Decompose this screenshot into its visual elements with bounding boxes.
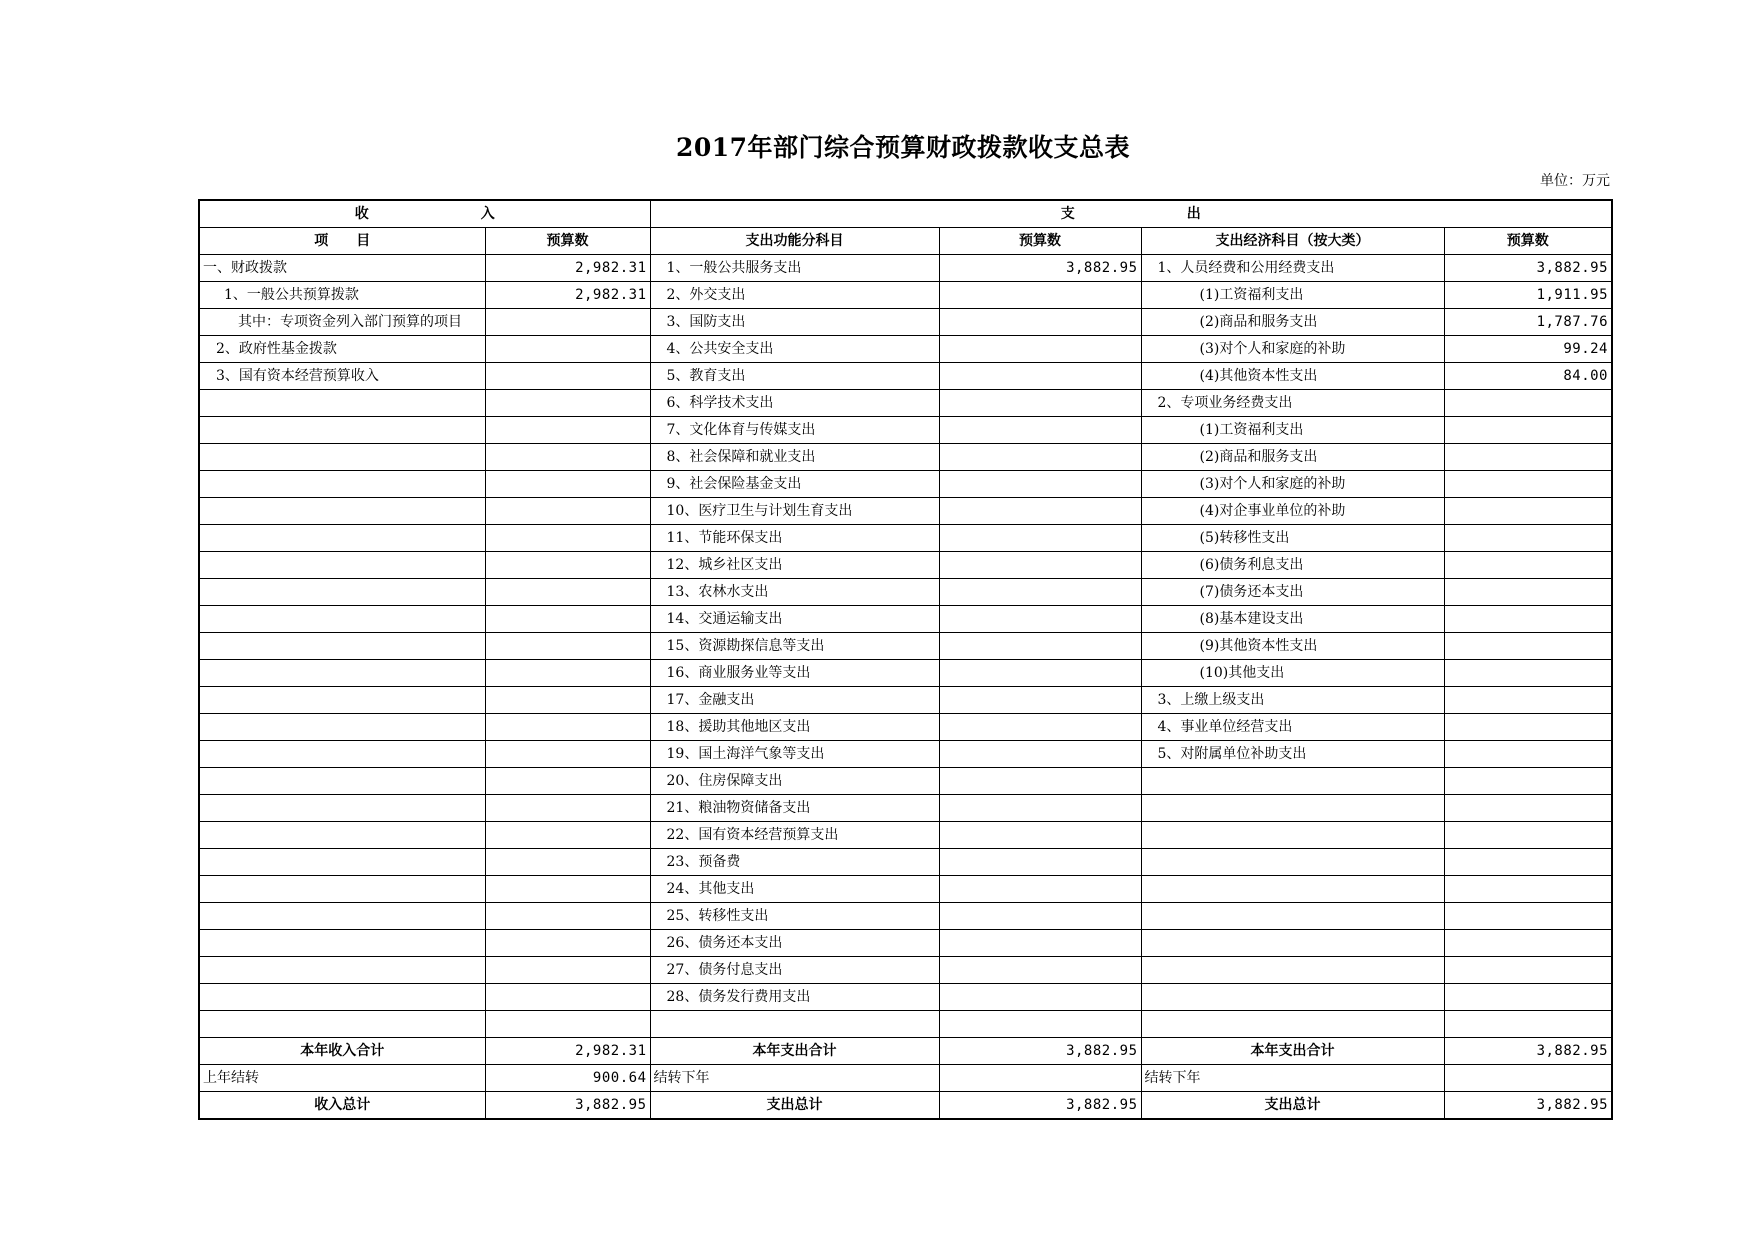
income-value-cell bbox=[485, 741, 650, 768]
table-row bbox=[199, 768, 1612, 795]
budget-table bbox=[198, 199, 1613, 1120]
econ-subject-cell bbox=[1141, 849, 1444, 876]
unit-label: 单位：万元 bbox=[1540, 173, 1610, 189]
func-value-cell bbox=[939, 768, 1141, 795]
income-value-cell bbox=[485, 822, 650, 849]
carry-in-label: 上年结转 bbox=[199, 1065, 485, 1092]
econ-subject-cell bbox=[1141, 1011, 1444, 1038]
econ-subject-cell: (10)其他支出 bbox=[1141, 660, 1444, 687]
income-item-cell bbox=[199, 471, 485, 498]
func-value-cell bbox=[939, 633, 1141, 660]
func-value-cell bbox=[939, 471, 1141, 498]
header-row-2 bbox=[199, 228, 1612, 255]
econ-subject-cell: (5)转移性支出 bbox=[1141, 525, 1444, 552]
header-row-1 bbox=[199, 200, 1612, 228]
income-value-cell bbox=[485, 633, 650, 660]
table-row bbox=[199, 687, 1612, 714]
income-item-cell bbox=[199, 606, 485, 633]
econ-value-cell bbox=[1444, 444, 1612, 471]
func-subject-cell: 24、其他支出 bbox=[650, 876, 939, 903]
econ-value-cell bbox=[1444, 795, 1612, 822]
income-total-value: 2,982.31 bbox=[485, 1038, 650, 1065]
func-value-cell bbox=[939, 822, 1141, 849]
income-value-cell bbox=[485, 417, 650, 444]
func-value-cell bbox=[939, 390, 1141, 417]
income-value-cell bbox=[485, 471, 650, 498]
func-subject-cell bbox=[650, 1011, 939, 1038]
income-value-cell bbox=[485, 552, 650, 579]
func-subject-cell: 8、社会保障和就业支出 bbox=[650, 444, 939, 471]
grand-expense-value-func: 3,882.95 bbox=[939, 1092, 1141, 1120]
func-value-cell bbox=[939, 741, 1141, 768]
econ-budget-header: 预算数 bbox=[1444, 228, 1612, 255]
table-row bbox=[199, 876, 1612, 903]
expense-total-label-func: 本年支出合计 bbox=[650, 1038, 939, 1065]
income-item-cell bbox=[199, 741, 485, 768]
econ-value-cell bbox=[1444, 606, 1612, 633]
econ-value-cell bbox=[1444, 984, 1612, 1011]
func-value-cell bbox=[939, 606, 1141, 633]
carry-out-label-econ: 结转下年 bbox=[1141, 1065, 1444, 1092]
income-item-cell bbox=[199, 930, 485, 957]
func-value-cell bbox=[939, 660, 1141, 687]
table-row bbox=[199, 930, 1612, 957]
econ-subject-cell: (6)债务利息支出 bbox=[1141, 552, 1444, 579]
table-row bbox=[199, 498, 1612, 525]
econ-subject-cell bbox=[1141, 822, 1444, 849]
income-value-cell bbox=[485, 930, 650, 957]
page-title: 2017年部门综合预算财政拨款收支总表 bbox=[675, 133, 1131, 162]
func-subject-cell: 1、一般公共服务支出 bbox=[650, 255, 939, 282]
econ-subject-cell: 3、上缴上级支出 bbox=[1141, 687, 1444, 714]
table-row bbox=[199, 633, 1612, 660]
func-value-cell bbox=[939, 1011, 1141, 1038]
income-item-cell bbox=[199, 795, 485, 822]
func-value-cell bbox=[939, 984, 1141, 1011]
year-total-row bbox=[199, 1038, 1612, 1065]
econ-value-cell: 99.24 bbox=[1444, 336, 1612, 363]
econ-value-cell bbox=[1444, 930, 1612, 957]
income-value-cell bbox=[485, 498, 650, 525]
econ-subject-cell bbox=[1141, 876, 1444, 903]
income-item-cell bbox=[199, 579, 485, 606]
func-value-cell bbox=[939, 309, 1141, 336]
income-item-cell bbox=[199, 984, 485, 1011]
func-subject-cell: 15、资源勘探信息等支出 bbox=[650, 633, 939, 660]
func-value-cell bbox=[939, 282, 1141, 309]
grand-income-value: 3,882.95 bbox=[485, 1092, 650, 1120]
carry-out-value-func bbox=[939, 1065, 1141, 1092]
income-item-cell bbox=[199, 633, 485, 660]
expense-total-label-econ: 本年支出合计 bbox=[1141, 1038, 1444, 1065]
income-item-cell bbox=[199, 552, 485, 579]
grand-expense-value-econ: 3,882.95 bbox=[1444, 1092, 1612, 1120]
econ-subject-cell: (1)工资福利支出 bbox=[1141, 417, 1444, 444]
income-value-cell bbox=[485, 363, 650, 390]
table-row bbox=[199, 741, 1612, 768]
func-value-cell bbox=[939, 444, 1141, 471]
table-row bbox=[199, 849, 1612, 876]
income-item-cell: 一、财政拨款 bbox=[199, 255, 485, 282]
func-subject-cell: 6、科学技术支出 bbox=[650, 390, 939, 417]
func-subject-cell: 17、金融支出 bbox=[650, 687, 939, 714]
func-value-cell bbox=[939, 930, 1141, 957]
income-value-cell bbox=[485, 444, 650, 471]
table-row bbox=[199, 957, 1612, 984]
func-subject-cell: 19、国土海洋气象等支出 bbox=[650, 741, 939, 768]
func-value-cell bbox=[939, 687, 1141, 714]
func-value-cell bbox=[939, 714, 1141, 741]
econ-value-cell: 1,787.76 bbox=[1444, 309, 1612, 336]
func-budget-header: 预算数 bbox=[939, 228, 1141, 255]
table-row bbox=[199, 417, 1612, 444]
func-value-cell bbox=[939, 903, 1141, 930]
income-value-cell bbox=[485, 849, 650, 876]
income-item-cell bbox=[199, 822, 485, 849]
func-value-cell bbox=[939, 336, 1141, 363]
table-row bbox=[199, 714, 1612, 741]
econ-subject-cell: (4)其他资本性支出 bbox=[1141, 363, 1444, 390]
func-subject-header: 支出功能分科目 bbox=[650, 228, 939, 255]
income-item-cell bbox=[199, 525, 485, 552]
func-subject-cell: 16、商业服务业等支出 bbox=[650, 660, 939, 687]
func-value-cell bbox=[939, 795, 1141, 822]
income-value-cell bbox=[485, 687, 650, 714]
func-value-cell bbox=[939, 876, 1141, 903]
func-subject-cell: 7、文化体育与传媒支出 bbox=[650, 417, 939, 444]
table-row bbox=[199, 822, 1612, 849]
func-subject-cell: 21、粮油物资储备支出 bbox=[650, 795, 939, 822]
table-row bbox=[199, 390, 1612, 417]
func-subject-cell: 13、农林水支出 bbox=[650, 579, 939, 606]
table-row bbox=[199, 984, 1612, 1011]
econ-value-cell bbox=[1444, 552, 1612, 579]
income-value-cell: 2,982.31 bbox=[485, 282, 650, 309]
econ-value-cell bbox=[1444, 768, 1612, 795]
income-value-cell bbox=[485, 525, 650, 552]
func-subject-cell: 5、教育支出 bbox=[650, 363, 939, 390]
func-subject-cell: 14、交通运输支出 bbox=[650, 606, 939, 633]
income-value-cell bbox=[485, 579, 650, 606]
income-item-cell: 1、一般公共预算拨款 bbox=[199, 282, 485, 309]
econ-value-cell: 84.00 bbox=[1444, 363, 1612, 390]
func-value-cell bbox=[939, 417, 1141, 444]
income-item-cell bbox=[199, 1011, 485, 1038]
income-item-cell bbox=[199, 390, 485, 417]
table-row bbox=[199, 606, 1612, 633]
income-item-cell bbox=[199, 417, 485, 444]
econ-value-cell bbox=[1444, 525, 1612, 552]
table-row bbox=[199, 795, 1612, 822]
income-value-cell bbox=[485, 876, 650, 903]
econ-subject-cell: (9)其他资本性支出 bbox=[1141, 633, 1444, 660]
econ-subject-cell bbox=[1141, 984, 1444, 1011]
table-row bbox=[199, 660, 1612, 687]
expense-total-value-econ: 3,882.95 bbox=[1444, 1038, 1612, 1065]
econ-subject-cell: (2)商品和服务支出 bbox=[1141, 309, 1444, 336]
econ-value-cell bbox=[1444, 876, 1612, 903]
func-subject-cell: 12、城乡社区支出 bbox=[650, 552, 939, 579]
income-item-cell bbox=[199, 714, 485, 741]
func-subject-cell: 28、债务发行费用支出 bbox=[650, 984, 939, 1011]
func-subject-cell: 11、节能环保支出 bbox=[650, 525, 939, 552]
income-value-cell bbox=[485, 714, 650, 741]
table-row bbox=[199, 903, 1612, 930]
econ-value-cell bbox=[1444, 714, 1612, 741]
income-value-cell bbox=[485, 903, 650, 930]
econ-value-cell bbox=[1444, 660, 1612, 687]
income-item-cell bbox=[199, 768, 485, 795]
income-value-cell bbox=[485, 795, 650, 822]
func-subject-cell: 3、国防支出 bbox=[650, 309, 939, 336]
table-row bbox=[199, 282, 1612, 309]
carry-out-value-econ bbox=[1444, 1065, 1612, 1092]
econ-subject-cell bbox=[1141, 768, 1444, 795]
income-total-label: 本年收入合计 bbox=[199, 1038, 485, 1065]
func-subject-cell: 18、援助其他地区支出 bbox=[650, 714, 939, 741]
grand-total-row bbox=[199, 1092, 1612, 1120]
econ-value-cell bbox=[1444, 579, 1612, 606]
income-value-cell bbox=[485, 336, 650, 363]
table-row bbox=[199, 525, 1612, 552]
income-item-cell: 2、政府性基金拨款 bbox=[199, 336, 485, 363]
func-value-cell bbox=[939, 552, 1141, 579]
income-header: 收 入 bbox=[199, 200, 650, 228]
table-row bbox=[199, 309, 1612, 336]
func-subject-cell: 22、国有资本经营预算支出 bbox=[650, 822, 939, 849]
func-subject-cell: 26、债务还本支出 bbox=[650, 930, 939, 957]
econ-subject-cell: 1、人员经费和公用经费支出 bbox=[1141, 255, 1444, 282]
expense-total-value-func: 3,882.95 bbox=[939, 1038, 1141, 1065]
income-value-cell bbox=[485, 660, 650, 687]
econ-subject-cell: (2)商品和服务支出 bbox=[1141, 444, 1444, 471]
income-budget-header: 预算数 bbox=[485, 228, 650, 255]
econ-value-cell bbox=[1444, 417, 1612, 444]
table-row bbox=[199, 363, 1612, 390]
econ-subject-cell: 2、专项业务经费支出 bbox=[1141, 390, 1444, 417]
carry-in-value: 900.64 bbox=[485, 1065, 650, 1092]
func-value-cell bbox=[939, 498, 1141, 525]
econ-subject-cell: 5、对附属单位补助支出 bbox=[1141, 741, 1444, 768]
econ-subject-cell: (7)债务还本支出 bbox=[1141, 579, 1444, 606]
func-value-cell bbox=[939, 957, 1141, 984]
income-value-cell bbox=[485, 957, 650, 984]
econ-value-cell bbox=[1444, 471, 1612, 498]
table-row bbox=[199, 471, 1612, 498]
func-subject-cell: 10、医疗卫生与计划生育支出 bbox=[650, 498, 939, 525]
income-item-cell bbox=[199, 849, 485, 876]
table-row bbox=[199, 336, 1612, 363]
econ-value-cell bbox=[1444, 903, 1612, 930]
func-value-cell bbox=[939, 579, 1141, 606]
table-row bbox=[199, 579, 1612, 606]
econ-value-cell: 3,882.95 bbox=[1444, 255, 1612, 282]
econ-subject-header: 支出经济科目（按大类） bbox=[1141, 228, 1444, 255]
table-row bbox=[199, 444, 1612, 471]
income-item-cell: 其中：专项资金列入部门预算的项目 bbox=[199, 309, 485, 336]
econ-value-cell bbox=[1444, 822, 1612, 849]
income-item-cell bbox=[199, 660, 485, 687]
income-value-cell: 2,982.31 bbox=[485, 255, 650, 282]
expense-header: 支 出 bbox=[650, 200, 1612, 228]
econ-subject-cell: 4、事业单位经营支出 bbox=[1141, 714, 1444, 741]
func-subject-cell: 9、社会保险基金支出 bbox=[650, 471, 939, 498]
econ-subject-cell bbox=[1141, 957, 1444, 984]
grand-expense-label-econ: 支出总计 bbox=[1141, 1092, 1444, 1120]
income-value-cell bbox=[485, 1011, 650, 1038]
income-item-cell bbox=[199, 903, 485, 930]
income-value-cell bbox=[485, 984, 650, 1011]
econ-subject-cell: (1)工资福利支出 bbox=[1141, 282, 1444, 309]
carry-out-label-func: 结转下年 bbox=[650, 1065, 939, 1092]
func-subject-cell: 25、转移性支出 bbox=[650, 903, 939, 930]
func-value-cell bbox=[939, 849, 1141, 876]
carry-row bbox=[199, 1065, 1612, 1092]
income-value-cell bbox=[485, 768, 650, 795]
econ-value-cell bbox=[1444, 633, 1612, 660]
income-item-cell bbox=[199, 876, 485, 903]
table-row bbox=[199, 1011, 1612, 1038]
income-value-cell bbox=[485, 390, 650, 417]
econ-subject-cell: (8)基本建设支出 bbox=[1141, 606, 1444, 633]
income-item-cell bbox=[199, 957, 485, 984]
econ-value-cell bbox=[1444, 849, 1612, 876]
econ-subject-cell bbox=[1141, 903, 1444, 930]
econ-subject-cell: (3)对个人和家庭的补助 bbox=[1141, 336, 1444, 363]
income-item-cell bbox=[199, 444, 485, 471]
grand-expense-label-func: 支出总计 bbox=[650, 1092, 939, 1120]
econ-value-cell bbox=[1444, 390, 1612, 417]
func-subject-cell: 20、住房保障支出 bbox=[650, 768, 939, 795]
econ-subject-cell: (3)对个人和家庭的补助 bbox=[1141, 471, 1444, 498]
table-row bbox=[199, 552, 1612, 579]
func-subject-cell: 2、外交支出 bbox=[650, 282, 939, 309]
econ-subject-cell: (4)对企事业单位的补助 bbox=[1141, 498, 1444, 525]
item-header: 项 目 bbox=[199, 228, 485, 255]
income-value-cell bbox=[485, 606, 650, 633]
table-row bbox=[199, 255, 1612, 282]
econ-value-cell: 1,911.95 bbox=[1444, 282, 1612, 309]
econ-value-cell bbox=[1444, 1011, 1612, 1038]
func-subject-cell: 27、债务付息支出 bbox=[650, 957, 939, 984]
income-item-cell bbox=[199, 498, 485, 525]
econ-subject-cell bbox=[1141, 795, 1444, 822]
func-subject-cell: 4、公共安全支出 bbox=[650, 336, 939, 363]
func-value-cell bbox=[939, 363, 1141, 390]
func-value-cell: 3,882.95 bbox=[939, 255, 1141, 282]
econ-value-cell bbox=[1444, 741, 1612, 768]
econ-value-cell bbox=[1444, 498, 1612, 525]
grand-income-label: 收入总计 bbox=[199, 1092, 485, 1120]
income-item-cell: 3、国有资本经营预算收入 bbox=[199, 363, 485, 390]
income-item-cell bbox=[199, 687, 485, 714]
econ-value-cell bbox=[1444, 957, 1612, 984]
func-subject-cell: 23、预备费 bbox=[650, 849, 939, 876]
func-value-cell bbox=[939, 525, 1141, 552]
econ-value-cell bbox=[1444, 687, 1612, 714]
income-value-cell bbox=[485, 309, 650, 336]
econ-subject-cell bbox=[1141, 930, 1444, 957]
